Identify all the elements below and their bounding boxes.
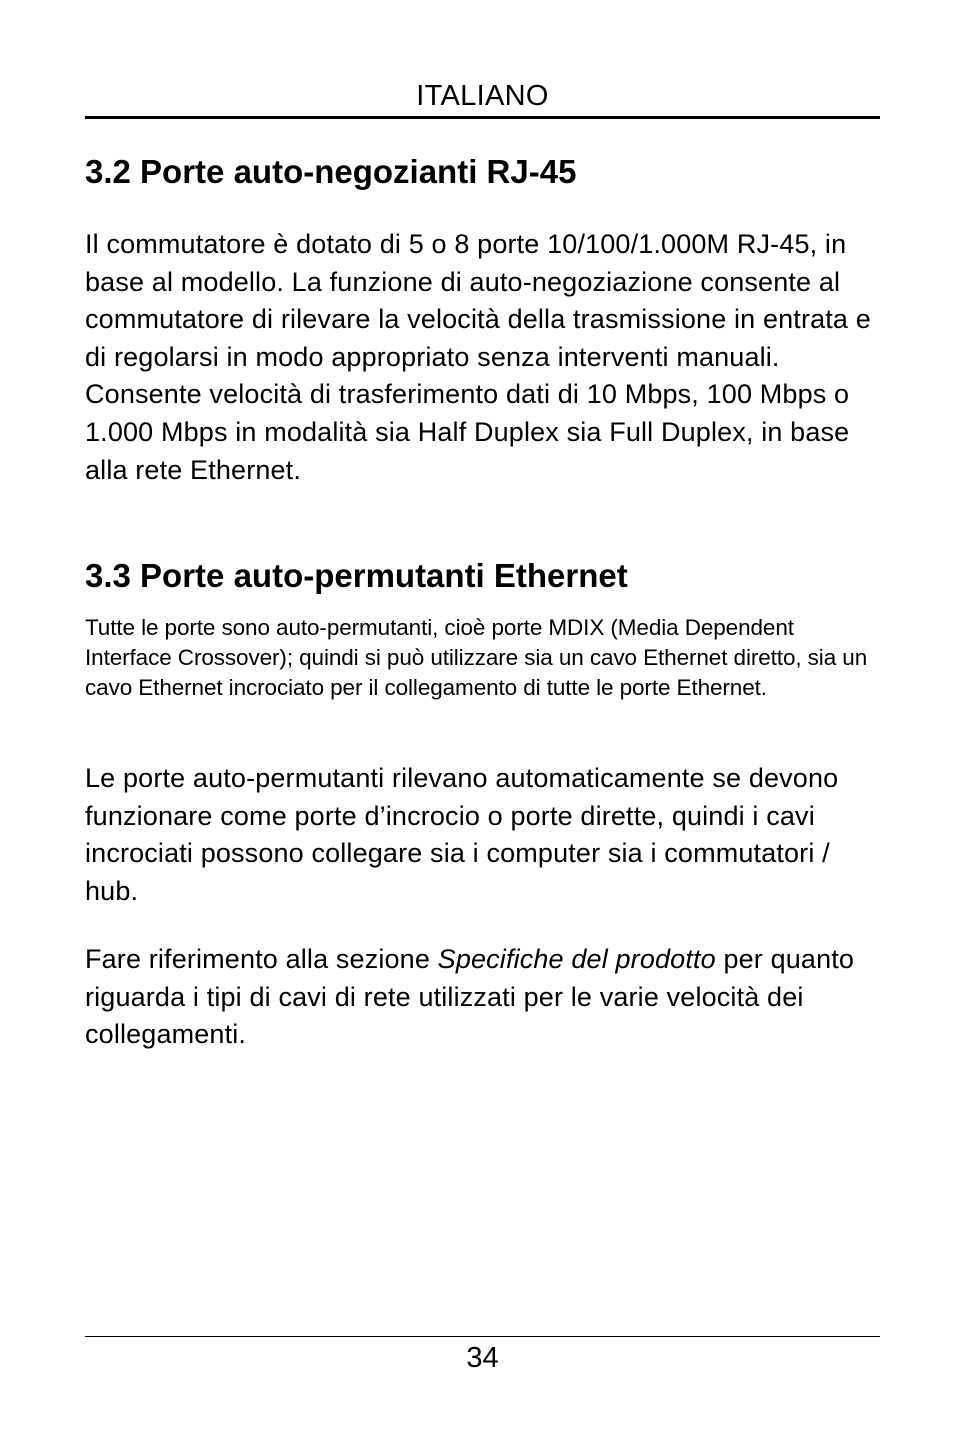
section-3-3-small-paragraph: Tutte le porte sono auto-permutanti, cioè porte MDIX (Media Dependent Interface Crossover); quindi si può utilizzare sia un cavo Ethernet diretto, sia un cavo Ethernet incrociato per il collegamento di tutte le porte Ethernet.: [85, 615, 868, 700]
section-heading-3-2: 3.2 Porte auto-negozianti RJ-45: [85, 153, 577, 190]
footer-rule: [85, 1336, 880, 1337]
manual-page: [85, 0, 880, 1433]
section-3-3-paragraph-2: Le porte auto-permutanti rilevano automaticamente se devono funzionare come porte d’incrocio o porte dirette, quindi i cavi incrociati possono collegare sia i computer sia i commutatori / hub.: [85, 763, 839, 906]
language-header: ITALIANO: [416, 80, 549, 112]
section-heading-3-3: 3.3 Porte auto-permutanti Ethernet: [85, 557, 628, 594]
paragraph-3-text-after: per quanto riguarda i tipi di cavi di rete utilizzati per le varie velocità dei collegamenti.: [85, 944, 855, 1050]
product-specifications-reference: Specifiche del prodotto: [437, 944, 716, 974]
section-3-3-paragraph-3: [85, 941, 880, 1054]
header-rule: [85, 116, 880, 119]
page-number: 34: [466, 1342, 499, 1374]
paragraph-3-text-before: Fare riferimento alla sezione: [85, 944, 438, 974]
section-3-2-paragraph: Il commutatore è dotato di 5 o 8 porte 10/100/1.000M RJ-45, in base al modello. La funzione di auto-negoziazione consente al commutatore di rilevare la velocità della trasmissione in entrata e di regolarsi in modo appropriato senza interventi manuali. Consente velocità di trasferimento dati di 10 Mbps, 100 Mbps o 1.000 Mbps in modalità sia Half Duplex sia Full Duplex, in base alla rete Ethernet.: [85, 229, 871, 485]
